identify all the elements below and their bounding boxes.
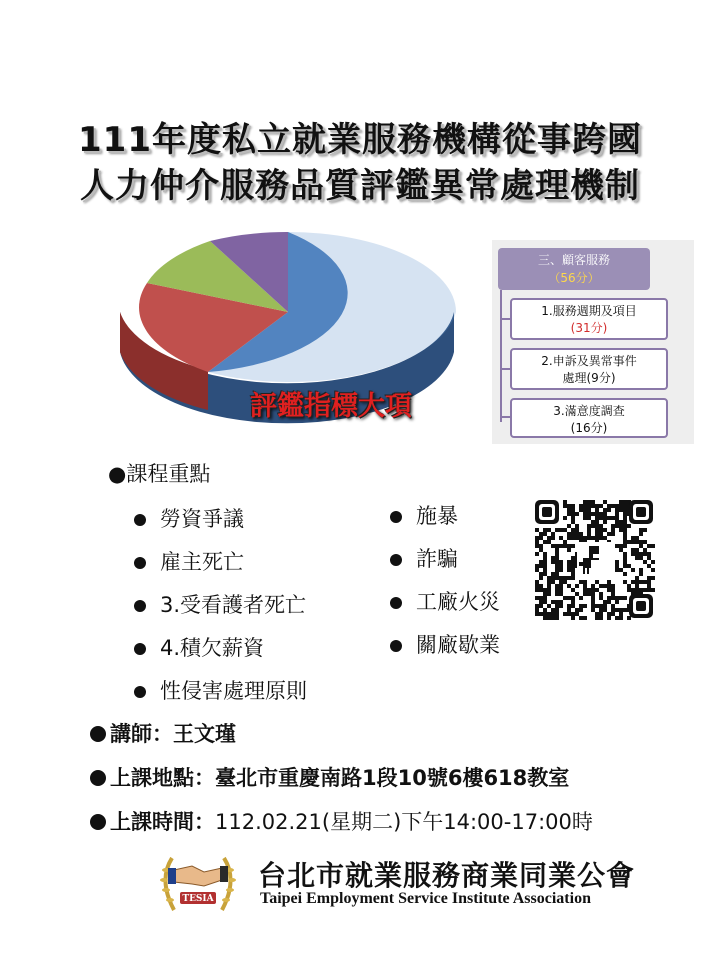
bullet-dot bbox=[134, 514, 146, 526]
panel-item-1-points: (31分) bbox=[570, 321, 608, 335]
bullet-dot bbox=[134, 643, 146, 655]
panel-item-1 bbox=[510, 298, 668, 340]
lecturer-label: 講師： bbox=[110, 722, 173, 746]
panel-item-2 bbox=[510, 348, 668, 390]
org-name-en: Taipei Employment Service Institute Association bbox=[260, 890, 591, 907]
qr-code-image bbox=[533, 498, 655, 620]
course-item: 勞資爭議 bbox=[134, 503, 244, 533]
bullet-dot bbox=[134, 557, 146, 569]
bullet-dot bbox=[90, 726, 106, 742]
course-item: 雇主死亡 bbox=[134, 546, 244, 576]
logo-text: TESIA bbox=[182, 894, 214, 904]
bullet-dot bbox=[134, 686, 146, 698]
panel-item-3 bbox=[510, 398, 668, 438]
bullet-dot bbox=[90, 770, 106, 786]
course-item: 4.積欠薪資 bbox=[134, 632, 264, 662]
panel-header-points: （56分） bbox=[548, 271, 600, 285]
bullet-dot bbox=[390, 554, 402, 566]
org-logo bbox=[152, 848, 244, 918]
time-label: 上課時間： bbox=[110, 810, 215, 834]
course-item: 性侵害處理原則 bbox=[134, 675, 307, 705]
bullet-dot bbox=[390, 597, 402, 609]
panel-header bbox=[498, 248, 650, 290]
location-label: 上課地點： bbox=[110, 766, 215, 790]
course-item: 關廠歇業 bbox=[390, 629, 500, 659]
time-value: 112.02.21(星期二)下午14:00-17:00時 bbox=[215, 810, 593, 834]
bullet-dot bbox=[390, 640, 402, 652]
time-line bbox=[90, 806, 593, 836]
bullet-dot bbox=[90, 814, 106, 830]
course-heading: ●課程重點 bbox=[108, 462, 211, 486]
course-item: 詐騙 bbox=[390, 543, 458, 573]
panel-item-1-text: 1.服務週期及項目 bbox=[541, 304, 637, 318]
handshake-laurel-icon bbox=[152, 848, 244, 918]
pie-label: 評鑑指標大項 bbox=[250, 391, 412, 422]
org-name-cn: 台北市就業服務商業同業公會 bbox=[258, 859, 636, 892]
bullet-dot bbox=[390, 511, 402, 523]
panel-item-3-text: 3.滿意度調查 bbox=[553, 404, 625, 418]
title-line-1: 111年度私立就業服務機構從事跨國 bbox=[78, 120, 642, 160]
course-item: 施暴 bbox=[390, 500, 458, 530]
course-item: 工廠火災 bbox=[390, 586, 500, 616]
service-panel bbox=[492, 240, 694, 444]
course-item: 3.受看護者死亡 bbox=[134, 589, 306, 619]
panel-item-2-text: 2.申訴及異常事件 bbox=[541, 354, 637, 368]
location-line bbox=[90, 762, 569, 792]
qr-code[interactable] bbox=[533, 498, 655, 620]
lecturer-name: 王文瑾 bbox=[173, 722, 236, 746]
bullet-dot bbox=[134, 600, 146, 612]
lecturer-line bbox=[90, 718, 236, 748]
panel-item-3-points: (16分) bbox=[570, 421, 608, 435]
panel-header-title: 三、顧客服務 bbox=[537, 253, 610, 267]
panel-item-2-text2: 處理(9分) bbox=[562, 371, 616, 385]
location-value: 臺北市重慶南路1段10號6樓618教室 bbox=[215, 766, 570, 790]
title-line-2: 人力仲介服務品質評鑑異常處理機制 bbox=[80, 166, 640, 206]
